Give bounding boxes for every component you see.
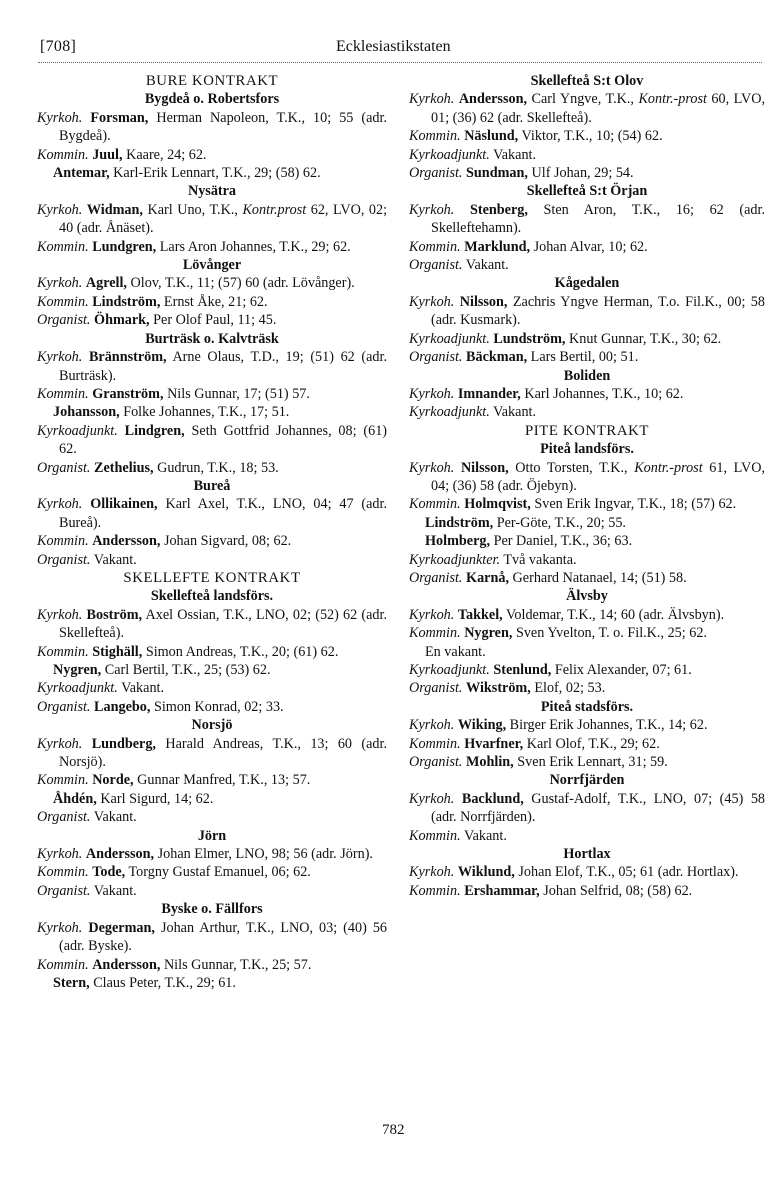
entry-role: Kyrkoadjunkt. [37, 422, 118, 439]
entry-details: Lars Aron Johannes, T.K., 29; 62. [159, 238, 351, 255]
entry-name: Andersson, [85, 846, 155, 863]
entry-details: Per Olof Paul, 11; 45. [153, 312, 277, 329]
entry-details: Karl Uno, T.K., [147, 201, 238, 218]
entry-name: Karnå, [466, 569, 509, 586]
entry-name: Johansson, [53, 404, 120, 421]
entry-role: Kyrkoh. [409, 606, 455, 623]
entry-details: Sven Erik Ingvar, T.K., 18; (57) 62. [534, 496, 737, 513]
entry-name: Öhmark, [94, 312, 150, 329]
entry [409, 201, 765, 238]
parish-heading: Bureå [193, 477, 231, 494]
entry-name: Stern, [53, 974, 90, 991]
entry-role: Organist. [37, 459, 91, 476]
entry-details: Johan Elof, T.K., 05; 61 (adr. Hortlax). [518, 864, 739, 881]
entry-details: Per-Göte, T.K., 20; 55. [496, 514, 626, 531]
entry-role: Kyrkoh. [409, 459, 455, 476]
parish-heading: Älvsby [566, 588, 608, 605]
entry-name: Nilsson, [460, 459, 509, 476]
right-column [409, 72, 765, 900]
entry-details: Voldemar, T.K., 14; 60 (adr. Älvsbyn). [506, 606, 725, 623]
entry [37, 698, 387, 716]
entry-details: Felix Alexander, 07; 61. [554, 662, 692, 678]
entry-details: Karl Sigurd, 14; 62. [100, 790, 214, 807]
entry-details: Johan Arthur, T.K., LNO, 03; (40) 56 (adr. Byske). [59, 919, 388, 955]
entry-details: Karl-Erik Lennart, T.K., 29; (58) 62. [113, 165, 321, 182]
entry-role: Kommin. [37, 385, 89, 402]
entry-role: Kyrkoh. [37, 275, 83, 292]
entry [37, 403, 387, 421]
entry-role: Kommin. [409, 735, 461, 752]
entry-details: En vakant. [425, 643, 486, 660]
entry-name: Norde, [92, 772, 134, 789]
entry [37, 863, 387, 881]
entry-role: Kyrkoh. [409, 91, 455, 108]
entry-role: Kyrkoadjunkt. [409, 404, 490, 421]
entry-name: Imnander, [457, 385, 521, 402]
entry [409, 753, 765, 771]
entry-name: Ollikainen, [90, 496, 158, 513]
entry-details: Knut Gunnar, T.K., 30; 62. [569, 330, 722, 347]
entry-role: Organist. [409, 165, 463, 182]
page-number: 782 [382, 1122, 405, 1138]
entry [37, 771, 387, 789]
entry-details: Carl Yngve, T.K., [531, 91, 634, 108]
entry-details: Otto Torsten, T.K., [515, 459, 628, 476]
entry-role: Kyrkoh. [37, 919, 83, 936]
entry-title: Kontr.-prost [638, 91, 707, 108]
entry-details: Sven Erik Lennart, 31; 59. [517, 754, 668, 771]
entry-name: Mohlin, [466, 754, 514, 771]
entry-name: Åhdén, [53, 790, 97, 807]
entry-name: Holmberg, [425, 533, 491, 550]
running-title: Ecklesiastikstaten [336, 38, 451, 55]
entry-details: Ulf Johan, 29; 54. [531, 165, 634, 182]
entry-name: Agrell, [85, 275, 127, 292]
entry-details: Per Daniel, T.K., 36; 63. [493, 533, 633, 550]
entry-name: Langebo, [94, 698, 151, 715]
entry-name: Bäckman, [466, 349, 528, 366]
entry-details: Karl Johannes, T.K., 10; 62. [524, 385, 684, 402]
entry [409, 514, 765, 532]
entry-details: Axel Ossian, T.K., LNO, 02; (52) 62 (adr. Skellefteå). [59, 606, 388, 642]
entry [37, 385, 387, 403]
page-reference: [708] [40, 38, 77, 55]
entry-role: Kyrkoadjunkt. [409, 146, 490, 163]
header-divider [38, 62, 762, 63]
entry [409, 735, 765, 753]
entry [409, 127, 765, 145]
entry [409, 679, 765, 697]
entry-name: Boström, [86, 606, 143, 623]
entry-role: Kommin. [409, 496, 461, 513]
entry [409, 146, 765, 164]
entry [409, 827, 765, 845]
parish-heading: Lövånger [182, 257, 242, 274]
entry-role: Organist. [409, 257, 463, 274]
parish-heading: Nysätra [187, 183, 237, 200]
entry-details: Ernst Åke, 21; 62. [163, 293, 268, 310]
entry-details: Elof, 02; 53. [534, 680, 606, 697]
entry-role: Kommin. [37, 533, 89, 550]
entry [37, 845, 387, 863]
entry-role: Kyrkoh. [37, 606, 83, 623]
entry-details: Vakant. [121, 680, 165, 697]
entry [409, 238, 765, 256]
entry-role: Kyrkoh. [37, 201, 83, 218]
entry-details: Sven Yvelton, T. o. Fil.K., 25; 62. [515, 625, 707, 642]
entry [37, 109, 387, 146]
entry-details: Harald Andreas, T.K., 13; 60 (adr. Norsjö). [59, 735, 387, 771]
entry-name: Wikström, [466, 680, 531, 697]
entry-details: Arne Olaus, T.D., 19; (51) 62 (adr. Burträsk). [59, 349, 387, 384]
entry [37, 679, 387, 697]
entry-name: Andersson, [92, 533, 161, 550]
entry [37, 919, 387, 956]
entry-role: Kommin. [37, 643, 89, 660]
entry-name: Hvarfner, [464, 735, 524, 752]
entry-role: Kommin. [37, 864, 89, 881]
entry-name: Nygren, [464, 625, 513, 642]
entry-name: Wiklund, [457, 864, 515, 881]
parish-heading: Kågedalen [554, 275, 620, 292]
entry-details: Gudrun, T.K., 18; 53. [157, 459, 279, 476]
parish-heading: Boliden [563, 367, 611, 384]
parish-heading: Norrfjärden [549, 772, 625, 789]
entry [409, 790, 765, 827]
entry-details: Vakant. [93, 882, 137, 899]
entry-role: Kommin. [37, 772, 89, 789]
entry-role: Kyrkoh. [37, 349, 83, 366]
entry-role: Organist. [409, 349, 463, 366]
entry [409, 661, 765, 679]
entry-role: Kyrkoh. [409, 717, 455, 734]
entry [409, 882, 765, 900]
entry-role: Kommin. [37, 956, 89, 973]
entry-role: Kommin. [409, 882, 461, 899]
entry-details: Seth Gottfrid Johannes, 08; (61) 62. [59, 422, 388, 458]
entry [409, 551, 765, 569]
section-heading: BURE KONTRAKT [145, 73, 279, 89]
entry-role: Kyrkoh. [37, 496, 83, 513]
entry-role: Organist. [409, 754, 463, 771]
entry-name: Holmqvist, [464, 496, 531, 513]
entry-details: Vakant. [493, 404, 537, 421]
entry [37, 348, 387, 385]
entry-role: Kyrkoadjunkt. [37, 680, 118, 697]
entry-details-cont: 60, LVO, 01; (36) 62 (adr. Skellefteå). [431, 91, 766, 126]
entry-details: Johan Alvar, 10; 62. [533, 238, 648, 255]
entry-details-cont: 61, LVO, 04; (36) 58 (adr. Öjebyn). [431, 459, 766, 494]
parish-heading: Norsjö [191, 717, 233, 734]
entry-name: Stighäll, [92, 643, 143, 660]
entry-name: Lundgren, [92, 238, 157, 255]
entry [37, 293, 387, 311]
entry [409, 256, 765, 274]
entry-details: Carl Bertil, T.K., 25; (53) 62. [104, 662, 271, 678]
entry [37, 974, 387, 992]
parish-heading: Skellefteå landsförs. [150, 588, 274, 605]
entry-role: Organist. [37, 882, 91, 899]
entry-name: Lundström, [493, 330, 566, 347]
entry-name: Takkel, [457, 606, 503, 623]
entry [37, 164, 387, 182]
entry-details: Johan Elmer, LNO, 98; 56 (adr. Jörn). [157, 846, 373, 863]
entry-role: Organist. [37, 698, 91, 715]
entry-name: Stenlund, [493, 662, 552, 678]
entry-details: Sten Aron, T.K., 16; 62 (adr. Skelleftehamn). [431, 201, 766, 237]
entry [37, 551, 387, 569]
entry-role: Organist. [37, 551, 91, 568]
entry-name: Tode, [92, 864, 126, 881]
entry [409, 569, 765, 587]
parish-heading: Piteå landsförs. [540, 441, 634, 458]
entry [409, 459, 765, 496]
entry [37, 643, 387, 661]
entry-details: Nils Gunnar, 17; (51) 57. [167, 385, 310, 402]
entry-details: Zachris Yngve Herman, T.o. Fil.K., 00; 58 (adr. Kusmark). [431, 293, 765, 329]
entry-details: Kaare, 24; 62. [126, 146, 207, 163]
entry-name: Ershammar, [464, 882, 540, 899]
entry-role: Kyrkoh. [409, 385, 455, 402]
entry [37, 459, 387, 477]
entry-name: Lundberg, [91, 735, 156, 752]
entry-name: Granström, [92, 385, 164, 402]
entry [409, 90, 765, 127]
entry-role: Kommin. [409, 625, 461, 642]
entry-details: Folke Johannes, T.K., 17; 51. [123, 404, 290, 421]
entry-details: Gunnar Manfred, T.K., 13; 57. [137, 772, 311, 789]
entry [37, 606, 387, 643]
entry-details: Karl Axel, T.K., LNO, 04; 47 (adr. Bureå). [59, 496, 388, 531]
entry-name: Lindström, [425, 514, 494, 531]
entry-role: Kommin. [37, 146, 89, 163]
entry-details: Vakant. [465, 257, 509, 274]
entry [37, 311, 387, 329]
entry [37, 146, 387, 164]
entry-role: Organist. [37, 312, 91, 329]
entry-role: Kyrkoh. [409, 864, 455, 881]
entry-name: Backlund, [461, 790, 524, 807]
entry-name: Forsman, [90, 109, 149, 126]
entry-name: Lindgren, [124, 422, 185, 439]
entry-details: Herman Napoleon, T.K., 10; 55 (adr. Bygdeå). [59, 109, 388, 145]
entry-role: Kyrkoadjunkter. [409, 551, 501, 568]
entry-details: Lars Bertil, 00; 51. [530, 349, 639, 366]
entry-role: Organist. [409, 680, 463, 697]
entry [409, 716, 765, 734]
entry [37, 956, 387, 974]
parish-heading: Skellefteå S:t Örjan [526, 183, 648, 200]
entry-details: Johan Selfrid, 08; (58) 62. [543, 882, 693, 899]
entry [37, 661, 387, 679]
entry [409, 348, 765, 366]
entry-name: Näslund, [464, 128, 519, 145]
entry-details: Vakant. [463, 827, 507, 844]
parish-heading: Burträsk o. Kalvträsk [145, 330, 279, 347]
entry-role: Kommin. [409, 827, 461, 844]
entry-name: Degerman, [88, 919, 155, 936]
entry-role: Kommin. [409, 128, 461, 145]
parish-heading: Hortlax [563, 846, 611, 863]
entry-details: Birger Erik Johannes, T.K., 14; 62. [509, 717, 708, 734]
entry-role: Organist. [409, 569, 463, 586]
entry-title: Kontr.prost [242, 201, 307, 218]
entry [409, 606, 765, 624]
entry-details: Vakant. [93, 809, 137, 826]
section-heading: PITE KONTRAKT [524, 422, 650, 439]
entry-details: Claus Peter, T.K., 29; 61. [93, 974, 236, 991]
entry [37, 808, 387, 826]
entry-role: Organist. [37, 809, 91, 826]
parish-heading: Piteå stadsförs. [540, 698, 634, 715]
entry-role: Kyrkoh. [37, 735, 83, 752]
entry [409, 863, 765, 881]
entry [37, 495, 387, 532]
entry-name: Stenberg, [469, 201, 528, 218]
entry [409, 624, 765, 642]
entry-name: Andersson, [458, 91, 528, 108]
entry-details: Viktor, T.K., 10; (54) 62. [521, 128, 663, 145]
entry-role: Kyrkoh. [37, 109, 83, 126]
entry-details: Simon Andreas, T.K., 20; (61) 62. [145, 643, 339, 660]
entry [37, 274, 387, 292]
entry-role: Kyrkoh. [37, 846, 83, 863]
entry-title: Kontr.-prost [634, 459, 703, 476]
entry [409, 385, 765, 403]
entry-details: Karl Olof, T.K., 29; 62. [526, 735, 660, 752]
entry-name: Juul, [92, 146, 123, 163]
entry [37, 201, 387, 238]
entry [37, 790, 387, 808]
left-column [37, 72, 387, 992]
entry-name: Zethelius, [94, 459, 154, 476]
entry-role: Kyrkoh. [409, 201, 455, 218]
entry-details: Gerhard Natanael, 14; (51) 58. [512, 569, 687, 586]
entry-name: Nilsson, [459, 293, 508, 310]
entry-details: Simon Konrad, 02; 33. [153, 698, 284, 715]
entry-name: Andersson, [92, 956, 161, 973]
entry-details: Vakant. [493, 146, 537, 163]
entry [409, 330, 765, 348]
entry-name: Sundman, [466, 165, 528, 182]
entry [37, 532, 387, 550]
entry-details: Två vakanta. [503, 551, 577, 568]
entry-name: Brännström, [88, 349, 167, 366]
entry [409, 293, 765, 330]
entry-details: Gustaf-Adolf, T.K., LNO, 07; (45) 58 (adr. Norrfjärden). [431, 790, 766, 826]
entry [37, 238, 387, 256]
entry-role: Kyrkoadjunkt. [409, 662, 490, 678]
parish-heading: Jörn [197, 827, 227, 844]
entry-name: Widman, [86, 201, 143, 218]
entry [37, 882, 387, 900]
entry-role: Kommin. [37, 293, 89, 310]
entry-name: Wiking, [457, 717, 507, 734]
entry-role: Kyrkoh. [409, 790, 455, 807]
entry-name: Antemar, [53, 165, 110, 182]
entry [409, 643, 765, 661]
entry-name: Nygren, [53, 662, 102, 678]
entry [409, 403, 765, 421]
entry-role: Kyrkoh. [409, 293, 455, 310]
parish-heading: Byske o. Fällfors [161, 901, 263, 918]
entry-role: Kyrkoadjunkt. [409, 330, 490, 347]
parish-heading: Bygdeå o. Robertsfors [144, 91, 280, 108]
entry [37, 735, 387, 772]
entry-details: Nils Gunnar, T.K., 25; 57. [163, 956, 312, 973]
entry-details: Johan Sigvard, 08; 62. [163, 533, 292, 550]
entry [409, 164, 765, 182]
entry-role: Kommin. [37, 238, 89, 255]
entry-name: Marklund, [464, 238, 531, 255]
entry [409, 495, 765, 513]
entry-details: Olov, T.K., 11; (57) 60 (adr. Lövånger). [130, 275, 355, 292]
entry-details: Torgny Gustaf Emanuel, 06; 62. [128, 864, 311, 881]
section-heading: SKELLEFTE KONTRAKT [123, 569, 301, 586]
entry [37, 422, 387, 459]
entry [409, 532, 765, 550]
entry-details-cont: 62, LVO, 02; 40 (adr. Ånäset). [59, 201, 388, 237]
entry-name: Lindström, [92, 293, 161, 310]
entry-details: Vakant. [93, 551, 137, 568]
entry-role: Kommin. [409, 238, 461, 255]
parish-heading: Skellefteå S:t Olov [530, 73, 644, 89]
